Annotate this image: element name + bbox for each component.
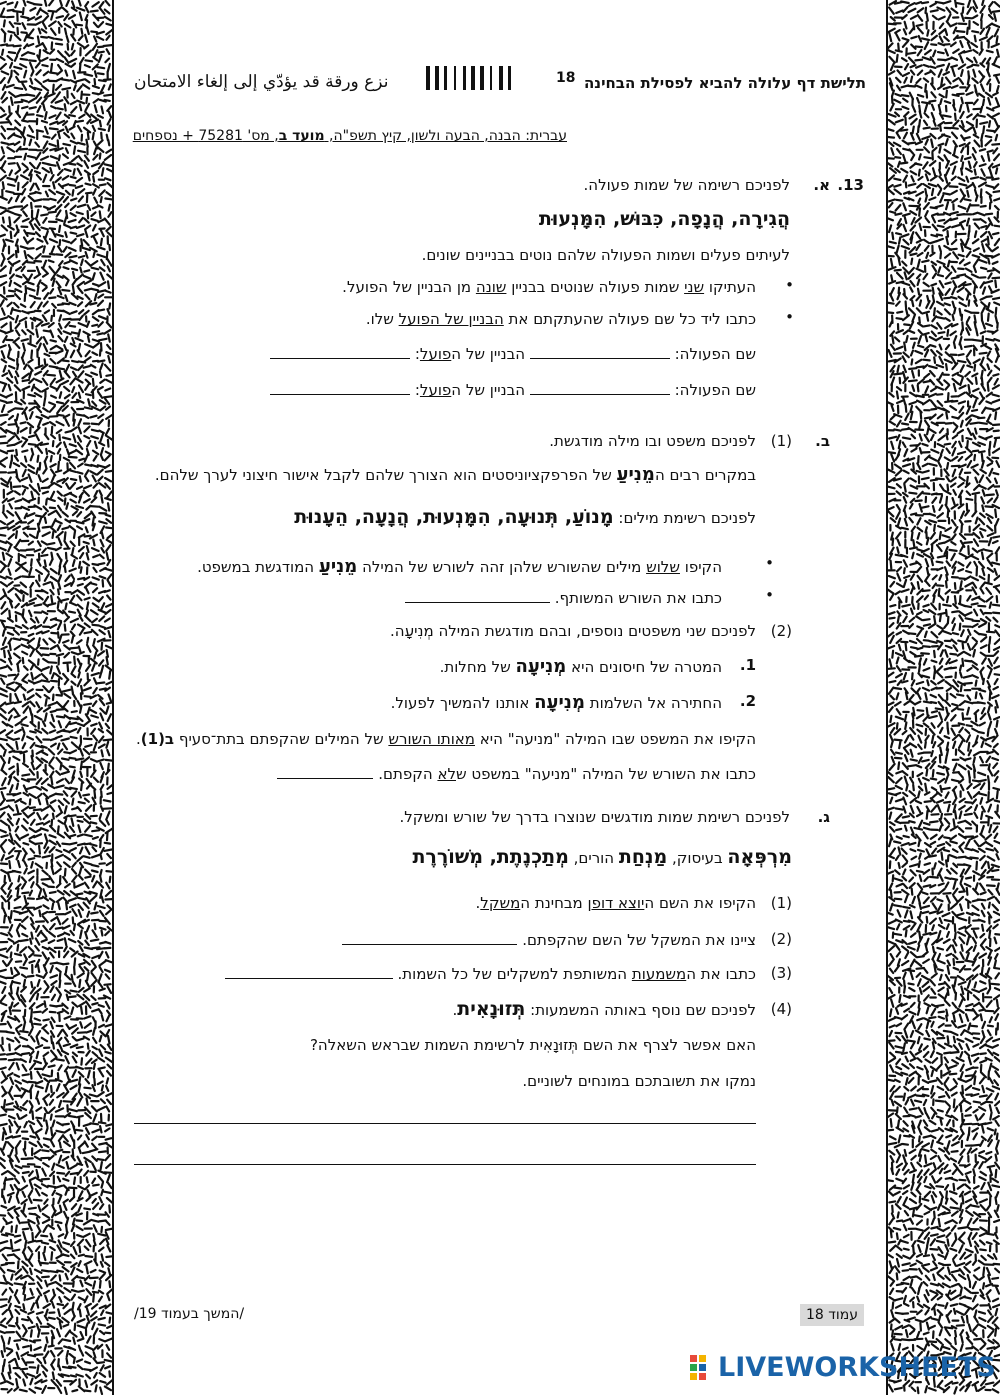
bold-word: מַנְחַת <box>618 846 668 868</box>
text: במקרים רבים ה <box>654 466 756 484</box>
root-instruction <box>277 764 756 783</box>
answer-line-2[interactable] <box>134 1164 756 1165</box>
bold-word: מִרְפְּאָה <box>727 846 792 868</box>
text-bold: ב(1) <box>140 730 175 748</box>
bullet-icon: • <box>765 554 774 572</box>
mishkal-answer[interactable] <box>342 930 517 945</box>
page-number-badge: עמוד 18 <box>800 1304 864 1326</box>
sentence-1 <box>440 656 722 677</box>
text-underline: משקל <box>480 894 521 912</box>
action-name-answer-1[interactable] <box>530 344 670 359</box>
bold-word: תְּזוּנָאִית <box>457 998 526 1020</box>
text: כתבו את השורש המשותף. <box>554 589 722 607</box>
header-page-number: 18 <box>556 70 576 86</box>
section-b-intro2: לפניכם שני משפטים נוספים, ובהם מודגשת המילה מְנִיעָה. <box>390 622 756 640</box>
text: . <box>475 894 481 912</box>
section-c-n3: (3) <box>770 964 792 982</box>
section-a-words: הֲגִירָה, הֲנָפָה, כִּבּוּשׁ, הִמָּנְעוּת <box>538 208 790 230</box>
barcode <box>426 66 544 90</box>
section-a-sentence: לעיתים פעלים ושמות הפעולה שלהם נוטים בבניינים שונים. <box>421 246 790 264</box>
section-b-bullet1 <box>197 556 722 577</box>
bullet-icon: • <box>765 586 774 604</box>
text: מילים שהשורש שלהן זהה לשורש של המילה <box>357 558 647 576</box>
watermark-text: LIVEWORKSHEETS <box>718 1352 996 1383</box>
text-underline: לא <box>437 765 456 783</box>
section-c-letter: ג. <box>817 808 830 826</box>
section-a-bullet1 <box>342 278 756 296</box>
section-c-item2 <box>342 930 756 949</box>
text: אותנו להמשיך לפעול. <box>390 694 535 712</box>
field-label: הבניין של ה <box>451 345 526 363</box>
text-underline: שלוש <box>646 558 680 576</box>
text: של מחלות. <box>439 658 516 676</box>
text: . <box>135 730 141 748</box>
section-c-question: האם אפשר לצרף את השם תְּזוּנָאִית לרשימת השמות שבראש השאלה? <box>309 1036 756 1054</box>
left-decorative-border <box>0 0 114 1395</box>
text: הקיפו את המשפט שבו המילה "מניעה" היא <box>475 730 756 748</box>
section-b-sentence <box>155 464 756 485</box>
field-label-underline: פועל <box>419 381 452 399</box>
section-b-word-list <box>294 506 756 528</box>
action-name-row-2 <box>270 380 756 399</box>
subtitle-part: עברית: הבנה, הבעה ולשון, קיץ תשפ"ה, <box>324 128 567 144</box>
text: שלו. <box>365 310 399 328</box>
section-a-bullet2 <box>366 310 756 328</box>
text: הקיפו את השם ה <box>644 894 756 912</box>
section-c-intro: לפניכם רשימת שמות מודגשים שנוצרו בדרך של שורש ומשקל. <box>399 808 790 826</box>
action-name-answer-2[interactable] <box>530 380 670 395</box>
question-number: 13. <box>837 176 864 194</box>
section-c-n4: (4) <box>770 1000 792 1018</box>
section-a-intro: לפניכם רשימה של שמות פעולה. <box>583 176 790 194</box>
section-c-words <box>412 846 792 868</box>
section-b-n1: (1) <box>770 432 792 450</box>
exam-subtitle <box>133 128 567 144</box>
bold-word: מְתַכְנֶתֶת, מְשׁוֹרֶרֶת <box>412 846 569 868</box>
text: בעיסוק, <box>667 849 728 867</box>
text: המודגשת במשפט. <box>197 558 319 576</box>
text: המשותפת למשקלים של כל השמות. <box>397 965 632 983</box>
text: כתבו ליד כל שם פעולה שהעתקתם את <box>503 310 756 328</box>
text: המטרה של חיסונים היא <box>566 658 722 676</box>
text: כתבו את השורש של המילה "מניעה" במשפט ש <box>456 765 756 783</box>
shared-root-answer[interactable] <box>405 588 550 603</box>
continue-note: /המשך בעמוד 19/ <box>134 1306 245 1322</box>
text-underline: יוצא דופן <box>587 894 645 912</box>
header-title: תלישת דף עלולה להביא לפסילת הבחינה <box>583 74 866 92</box>
section-a-letter: א. <box>813 176 830 194</box>
section-c-item4 <box>452 998 756 1020</box>
text: הקיפו <box>679 558 722 576</box>
text: הורים, <box>568 849 619 867</box>
field-label: שם הפעולה: <box>674 381 756 399</box>
field-label: : <box>414 345 420 363</box>
text: כתבו את ה <box>686 965 756 983</box>
word-list: מָנוֹעַ, תְּנוּעָה, הִמָּנְעוּת, הֲנָעָה, הֵעָנוּת <box>294 506 614 528</box>
field-label: : <box>414 381 420 399</box>
text: לפניכם שם נוסף באותה המשמעות: <box>525 1001 756 1019</box>
liveworksheets-logo-icon <box>690 1355 716 1387</box>
circle-instruction <box>136 730 756 748</box>
section-c-item1 <box>476 894 756 912</box>
bold-word: מֵנִיעַ <box>616 464 655 485</box>
text: מן הבניין של הפועל. <box>342 278 476 296</box>
field-label-underline: פועל <box>419 345 452 363</box>
section-b-intro: לפניכם משפט ובו מילה מודגשת. <box>549 432 756 450</box>
text-underline: מאותו השורש <box>388 730 475 748</box>
meaning-answer[interactable] <box>225 964 393 979</box>
right-decorative-border <box>886 0 1000 1395</box>
text: ציינו את המשקל של השם שהקפתם. <box>522 931 756 949</box>
answer-line-1[interactable] <box>134 1123 756 1124</box>
root-answer[interactable] <box>277 764 373 779</box>
sentence-1-number: 1. <box>739 656 756 674</box>
bullet-icon: • <box>785 308 794 326</box>
text: של הפרפקציוניסטים הוא הצורך שלהם לקבל אישור חיצוני לערך שלהם. <box>154 466 617 484</box>
text-underline: שונה <box>475 278 507 296</box>
section-c-n1: (1) <box>770 894 792 912</box>
section-c-item3 <box>225 964 756 983</box>
text: שמות פעולה שנוטים בבניין <box>506 278 685 296</box>
binyan-answer-1[interactable] <box>270 344 410 359</box>
bold-word: מֵנִיעַ <box>318 556 358 577</box>
text: של המילים שהקפתם בתת־סעיף <box>174 730 389 748</box>
sentence-2 <box>391 692 722 713</box>
text: מבחינת ה <box>520 894 588 912</box>
sentence-2-number: 2. <box>739 692 756 710</box>
action-name-row-1 <box>270 344 756 363</box>
text: לפניכם רשימת מילים: <box>613 509 756 527</box>
bold-word: מְנִיעָה <box>515 656 567 677</box>
text: העתיקו <box>704 278 756 296</box>
text-underline: הבניין של הפועל <box>398 310 504 328</box>
bullet-icon: • <box>785 276 794 294</box>
section-c-n2: (2) <box>770 930 792 948</box>
field-label: שם הפעולה: <box>674 345 756 363</box>
field-label: הבניין של ה <box>451 381 526 399</box>
bold-word: מְנִיעָה <box>534 692 585 713</box>
text: הקפתם. <box>378 765 438 783</box>
text-underline: משמעות <box>631 965 687 983</box>
section-c-reason: נמקו את תשובתכם במונחים לשוניים. <box>522 1072 756 1090</box>
text: החתירה אל השלמות <box>584 694 722 712</box>
text: . <box>452 1001 458 1019</box>
subtitle-part: , מס' 75281 + נספחים <box>132 128 279 144</box>
section-b-letter: ב. <box>815 432 830 450</box>
header-arabic-note: نزع ورقة قد يؤدّي إلى إلغاء الامتحان <box>134 72 389 92</box>
binyan-answer-2[interactable] <box>270 380 410 395</box>
section-b-n2: (2) <box>770 622 792 640</box>
subtitle-moed: מועד ב <box>278 128 325 144</box>
section-b-bullet2 <box>405 588 722 607</box>
text-underline: שני <box>684 278 705 296</box>
